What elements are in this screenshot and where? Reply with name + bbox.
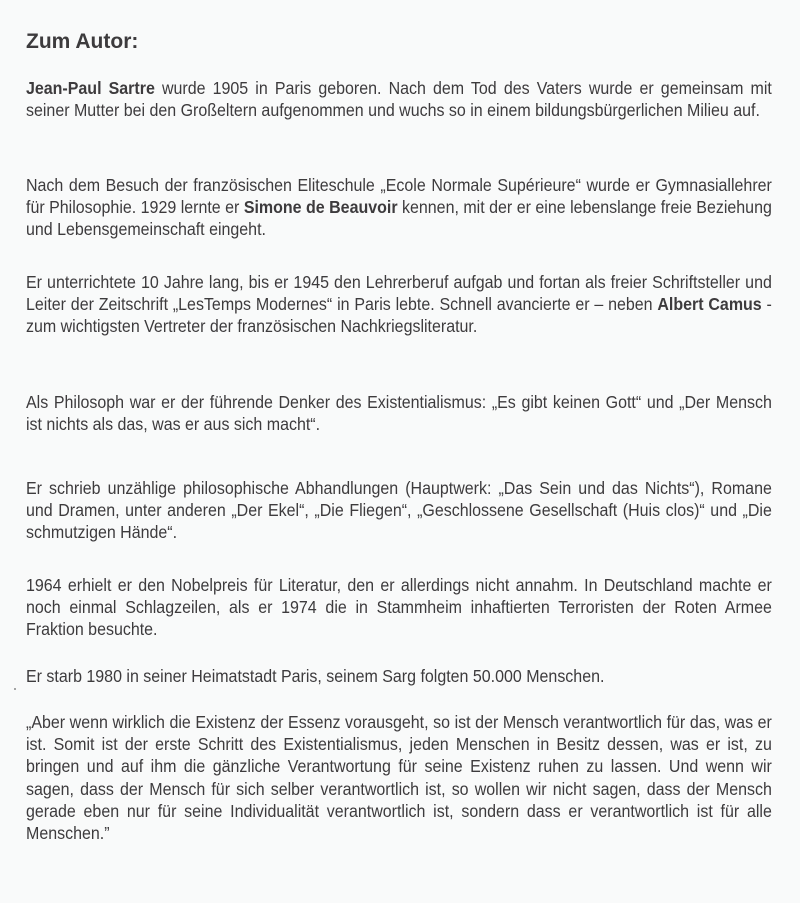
paragraph-text: Er unterrichtete 10 Jahre lang, bis er 1945 den Lehrerberuf aufgab und fortan als freier Schriftsteller und Leiter der Zeitschrift „LesTemps Modernes“ in Paris lebte. Schnell avancierte er – neben: [26, 272, 772, 315]
paragraph-quote: „Aber wenn wirklich die Existenz der Essenz vorausgeht, so ist der Mensch verantwortlich für das, was er ist. Somit ist der erste Schritt des Existentialismus, jeden Menschen in Besitz dessen, was er ist, zu bringen und auf ihm die gänzliche Verantwortung für seine Existenz ruhen zu lassen. Und wenn wir sagen, dass der Mensch für sich selber verantwortlich ist, so wollen wir nicht sagen, dass der Mensch gerade eben nur für seine Individualität verantwortlich ist, sondern dass er verantwortlich ist für alle Menschen.”: [26, 712, 772, 844]
paragraph-text: - zum wichtigsten Vertreter der französischen Nachkriegsliteratur.: [26, 294, 772, 337]
paragraph-philosophy: Als Philosoph war er der führende Denker des Existentialismus: „Es gibt keinen Gott“ und „Der Mensch ist nichts als das, was er aus sich macht“.: [26, 392, 772, 435]
bold-name-sartre: Jean-Paul Sartre: [26, 78, 155, 98]
paragraph-career: [26, 271, 772, 338]
scan-speck: [14, 688, 16, 690]
section-title: Zum Autor:: [26, 30, 139, 53]
paragraph-education: [26, 174, 772, 241]
paragraph-birth: [26, 77, 772, 121]
paragraph-text: wurde 1905 in Paris geboren. Nach dem Tod des Vaters wurde er gemeinsam mit seiner Mutter bei den Großeltern aufgenommen und wuchs so in einem bildungsbürgerlichen Milieu auf.: [26, 78, 772, 121]
bold-name-camus: Albert Camus: [657, 294, 762, 315]
bold-name-beauvoir: Simone de Beauvoir: [243, 197, 398, 218]
paragraph-text: kennen, mit der er eine lebenslange freie Beziehung und Lebensgemeinschaft eingeht.: [26, 197, 772, 240]
paragraph-death: Er starb 1980 in seiner Heimatstadt Paris, seinem Sarg folgten 50.000 Menschen.: [26, 666, 605, 686]
paragraph-works: Er schrieb unzählige philosophische Abhandlungen (Hauptwerk: „Das Sein und das Nichts“), Romane und Dramen, unter anderen „Der Ekel“, „Die Fliegen“, „Geschlossene Gesellschaft (Huis clos)“ und „Die schmutzigen Hände“.: [26, 478, 772, 543]
paragraph-text: Nach dem Besuch der französischen Eliteschule „Ecole Normale Supérieure“ wurde er Gymnasiallehrer für Philosophie. 1929 lernte er: [26, 175, 772, 218]
paragraph-nobel: 1964 erhielt er den Nobelpreis für Literatur, den er allerdings nicht annahm. In Deutschland machte er noch einmal Schlagzeilen, als er 1974 die in Stammheim inhaftierten Terroristen der Roten Armee Fraktion besuchte.: [26, 575, 772, 640]
